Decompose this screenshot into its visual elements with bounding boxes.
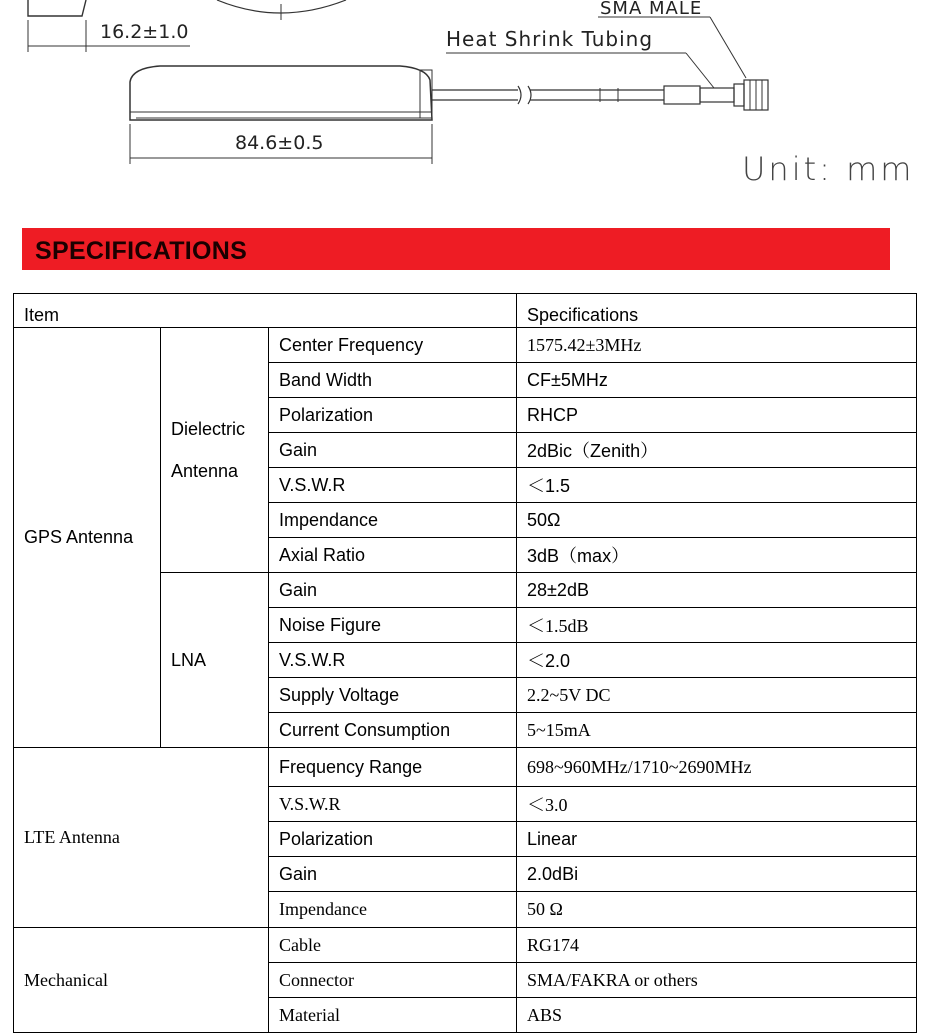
param-cell: Gain (269, 433, 517, 468)
value-cell: Linear (517, 822, 917, 857)
group-lte-antenna: LTE Antenna (14, 748, 269, 928)
param-cell: Material (269, 998, 517, 1033)
value-cell: 5~15mA (517, 713, 917, 748)
value-cell: ＜1.5 (517, 468, 917, 503)
value-cell: SMA/FAKRA or others (517, 963, 917, 998)
param-cell: Gain (269, 857, 517, 892)
param-cell: Noise Figure (269, 608, 517, 643)
param-cell: Frequency Range (269, 748, 517, 787)
param-cell: Polarization (269, 822, 517, 857)
value-cell: 50 Ω (517, 892, 917, 928)
value-cell: 698~960MHz/1710~2690MHz (517, 748, 917, 787)
header-item: Item (14, 294, 517, 328)
table-header-row (14, 294, 917, 328)
subgroup-lna: LNA (161, 573, 269, 748)
param-cell: Connector (269, 963, 517, 998)
param-cell: Gain (269, 573, 517, 608)
value-cell: 1575.42±3MHz (517, 328, 917, 363)
table-row (14, 748, 917, 787)
subgroup-dielectric-line2: Antenna (171, 461, 239, 481)
param-cell: V.S.W.R (269, 787, 517, 822)
param-cell: Supply Voltage (269, 678, 517, 713)
tubing-label: Heat Shrink Tubing (446, 27, 654, 51)
param-cell: Axial Ratio (269, 538, 517, 573)
unit-label: Unit: mm (742, 150, 915, 188)
value-cell: RHCP (517, 398, 917, 433)
param-cell: Impendance (269, 503, 517, 538)
width-dimension-label: 16.2±1.0 (100, 21, 189, 43)
table-row (14, 328, 917, 363)
value-cell: 2.0dBi (517, 857, 917, 892)
value-cell: ＜1.5dB (517, 608, 917, 643)
value-cell: 2dBic（Zenith） (517, 433, 917, 468)
param-cell: V.S.W.R (269, 643, 517, 678)
param-cell: Cable (269, 928, 517, 963)
value-cell: 3dB（max） (517, 538, 917, 573)
subgroup-dielectric-antenna (161, 328, 269, 573)
param-cell: Band Width (269, 363, 517, 398)
value-cell: 50Ω (517, 503, 917, 538)
value-cell: ＜3.0 (517, 787, 917, 822)
group-mechanical: Mechanical (14, 928, 269, 1033)
connector-label: SMA MALE (600, 0, 703, 19)
subgroup-dielectric-line1: Dielectric (171, 419, 246, 439)
group-gps-antenna: GPS Antenna (14, 328, 161, 748)
specifications-banner (22, 228, 890, 270)
table-row (14, 928, 917, 963)
value-cell: 2.2~5V DC (517, 678, 917, 713)
param-cell: Current Consumption (269, 713, 517, 748)
param-cell: Impendance (269, 892, 517, 928)
param-cell: Center Frequency (269, 328, 517, 363)
header-specifications: Specifications (517, 294, 917, 328)
antenna-drawing (0, 0, 930, 200)
section-title: SPECIFICATIONS (35, 237, 248, 265)
specifications-table (13, 293, 917, 1033)
length-dimension-label: 84.6±0.5 (235, 132, 324, 154)
value-cell: 28±2dB (517, 573, 917, 608)
value-cell: ABS (517, 998, 917, 1033)
value-cell: CF±5MHz (517, 363, 917, 398)
value-cell: ＜2.0 (517, 643, 917, 678)
param-cell: V.S.W.R (269, 468, 517, 503)
param-cell: Polarization (269, 398, 517, 433)
value-cell: RG174 (517, 928, 917, 963)
